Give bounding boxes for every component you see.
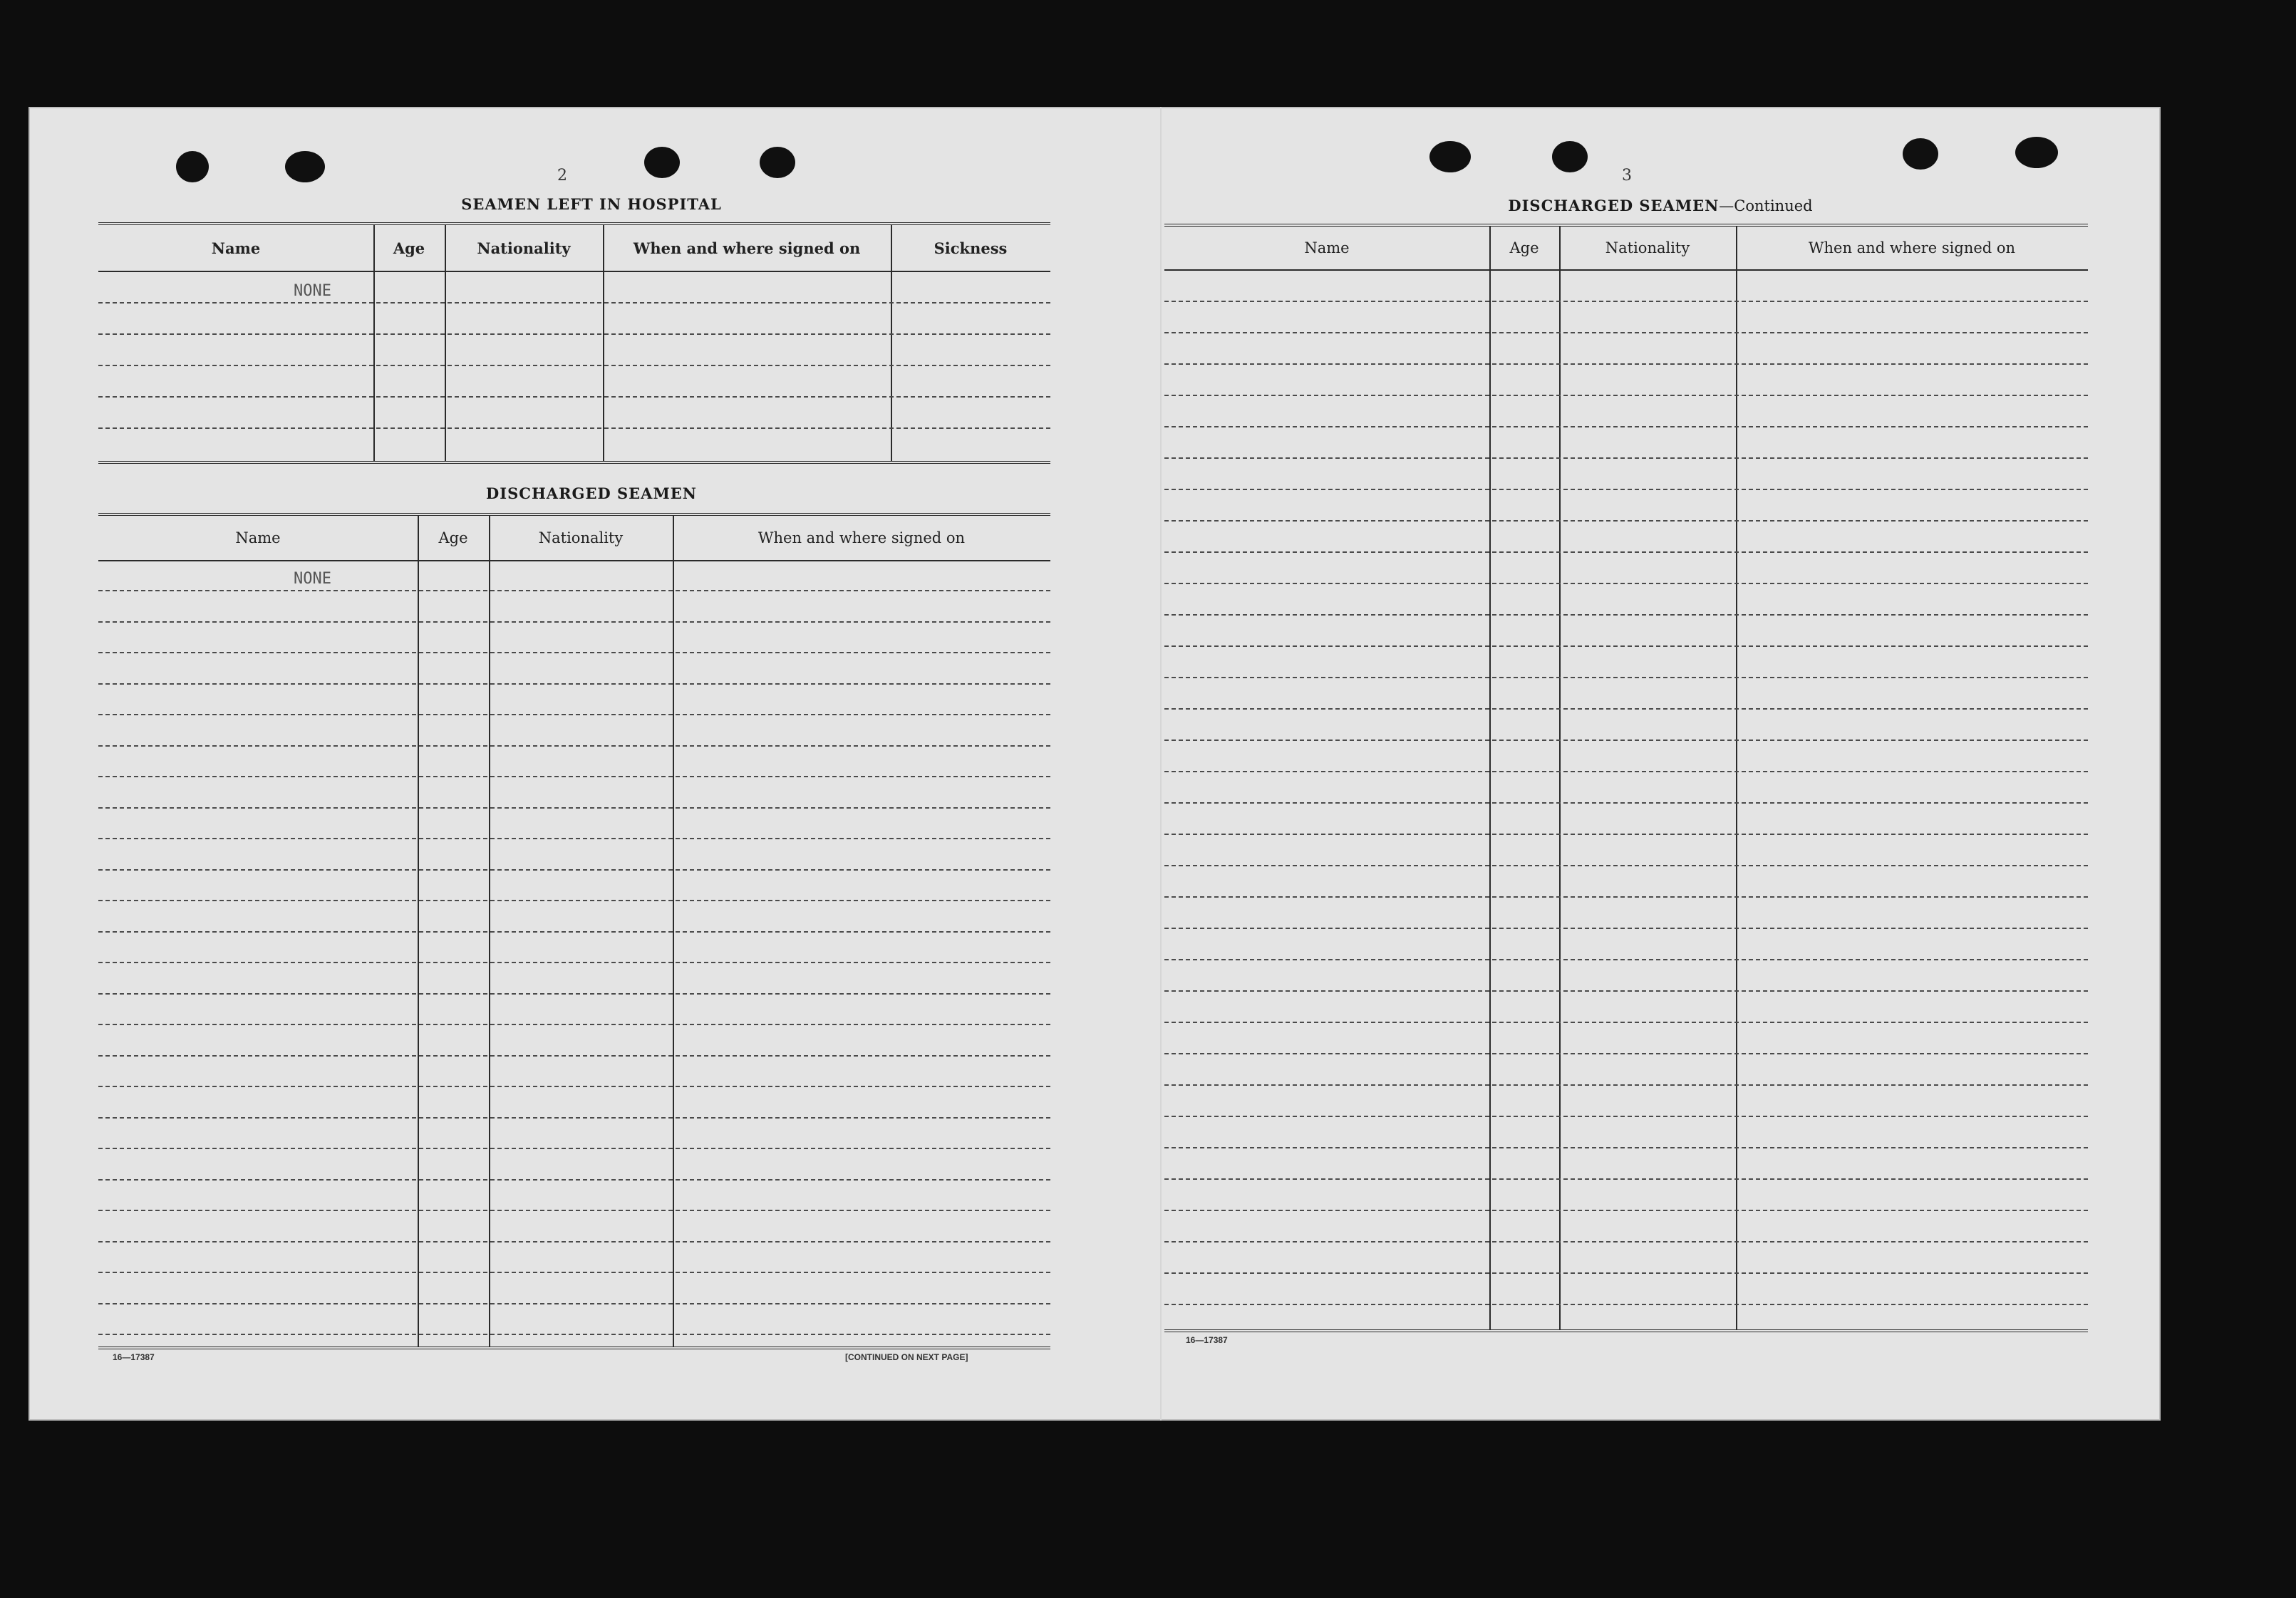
table-row [1164,834,2088,835]
col-header-nationality: Nationality [477,239,571,257]
table-row [1164,301,2088,302]
punch-hole [1552,141,1588,172]
table-row [1164,1147,2088,1148]
form-number-right: 16—17387 [1186,1335,1228,1345]
hospital-entry-none: NONE [294,282,331,300]
table-row [98,1086,1050,1087]
table-row [98,683,1050,685]
table-row [1164,1116,2088,1117]
table-row [1164,802,2088,804]
column-divider [1559,227,1561,1329]
table-row [98,807,1050,809]
table-row [98,714,1050,715]
table-row [1164,1084,2088,1086]
page-number-right: 3 [1622,167,1632,185]
table-row [98,652,1050,653]
table-row [1164,395,2088,396]
page-fold [1160,107,1162,1421]
table-row [1164,332,2088,333]
table-row [98,590,1050,591]
table-row [98,900,1050,901]
table-row [98,745,1050,747]
table-row [1164,645,2088,647]
col-header-name: Name [235,529,281,546]
column-divider [891,225,892,461]
punch-hole [1429,141,1471,172]
column-divider [1489,227,1491,1329]
column-divider [1736,227,1737,1329]
table-row [98,1148,1050,1149]
table-row [98,931,1050,933]
punch-hole [760,147,795,178]
table-row [1164,1272,2088,1274]
table-row [1164,426,2088,427]
table-row [98,621,1050,623]
col-header-age: Age [393,239,425,257]
column-divider [445,225,446,461]
table-row [1164,583,2088,584]
discharged-continued-header [1164,227,2088,271]
hospital-table [98,222,1050,464]
punch-hole [644,147,680,178]
table-row [1164,489,2088,490]
table-row [1164,1210,2088,1211]
col-header-nationality: Nationality [538,529,624,546]
col-header-signed-on: When and where signed on [633,239,861,257]
table-row [1164,708,2088,710]
col-header-name: Name [1304,239,1350,256]
table-row [98,365,1050,366]
table-row [1164,457,2088,459]
title-main: DISCHARGED SEAMEN [1508,197,1720,214]
table-row [98,333,1050,335]
table-row [98,776,1050,777]
table-row [1164,990,2088,992]
col-header-signed-on: When and where signed on [1808,239,2016,256]
col-header-age: Age [1509,239,1539,256]
table-row [98,1024,1050,1025]
table-row [1164,771,2088,772]
table-row [1164,363,2088,365]
column-divider [373,225,375,461]
table-row [1164,1053,2088,1054]
discharged-entry-none: NONE [294,570,331,588]
document-sheet [29,107,2161,1421]
column-divider [603,225,604,461]
table-row [98,1272,1050,1273]
table-row [98,962,1050,963]
table-row [98,396,1050,398]
discharged-table-left [98,513,1050,1349]
table-row [98,1241,1050,1242]
table-row [98,838,1050,839]
col-header-signed-on: When and where signed on [757,529,966,546]
table-row [98,869,1050,871]
col-header-sickness: Sickness [934,239,1008,257]
table-row [1164,1022,2088,1023]
table-row [1164,896,2088,898]
punch-hole [2015,137,2058,168]
discharged-table-header [98,516,1050,561]
table-row [98,1055,1050,1057]
table-row [98,1179,1050,1181]
table-row [1164,520,2088,522]
table-row [1164,959,2088,960]
table-row [1164,865,2088,866]
table-row [1164,740,2088,741]
table-row [98,1117,1050,1119]
table-row [98,1210,1050,1211]
punch-hole [176,151,209,182]
discharged-table-right [1164,224,2088,1332]
table-row [98,993,1050,995]
table-row [98,302,1050,303]
table-row [1164,1178,2088,1180]
col-header-name: Name [211,239,261,257]
table-row [1164,551,2088,553]
table-row [1164,1304,2088,1305]
table-row [1164,928,2088,929]
page-number-left: 2 [557,167,567,185]
form-number-left: 16—17387 [113,1352,155,1362]
discharged-continued-title [1354,197,1967,214]
table-row [98,1334,1050,1335]
table-row [1164,677,2088,678]
hospital-table-header [98,225,1050,272]
col-header-age: Age [438,529,468,546]
table-row [98,427,1050,429]
title-suffix: —Continued [1719,197,1813,214]
punch-hole [285,151,325,182]
table-row [1164,614,2088,616]
discharged-section-title: DISCHARGED SEAMEN [486,484,697,502]
table-row [98,1303,1050,1304]
col-header-nationality: Nationality [1605,239,1690,256]
continued-note: [CONTINUED ON NEXT PAGE] [845,1352,968,1362]
table-row [1164,1241,2088,1242]
hospital-section-title: SEAMEN LEFT IN HOSPITAL [461,195,722,213]
punch-hole [1903,138,1938,170]
